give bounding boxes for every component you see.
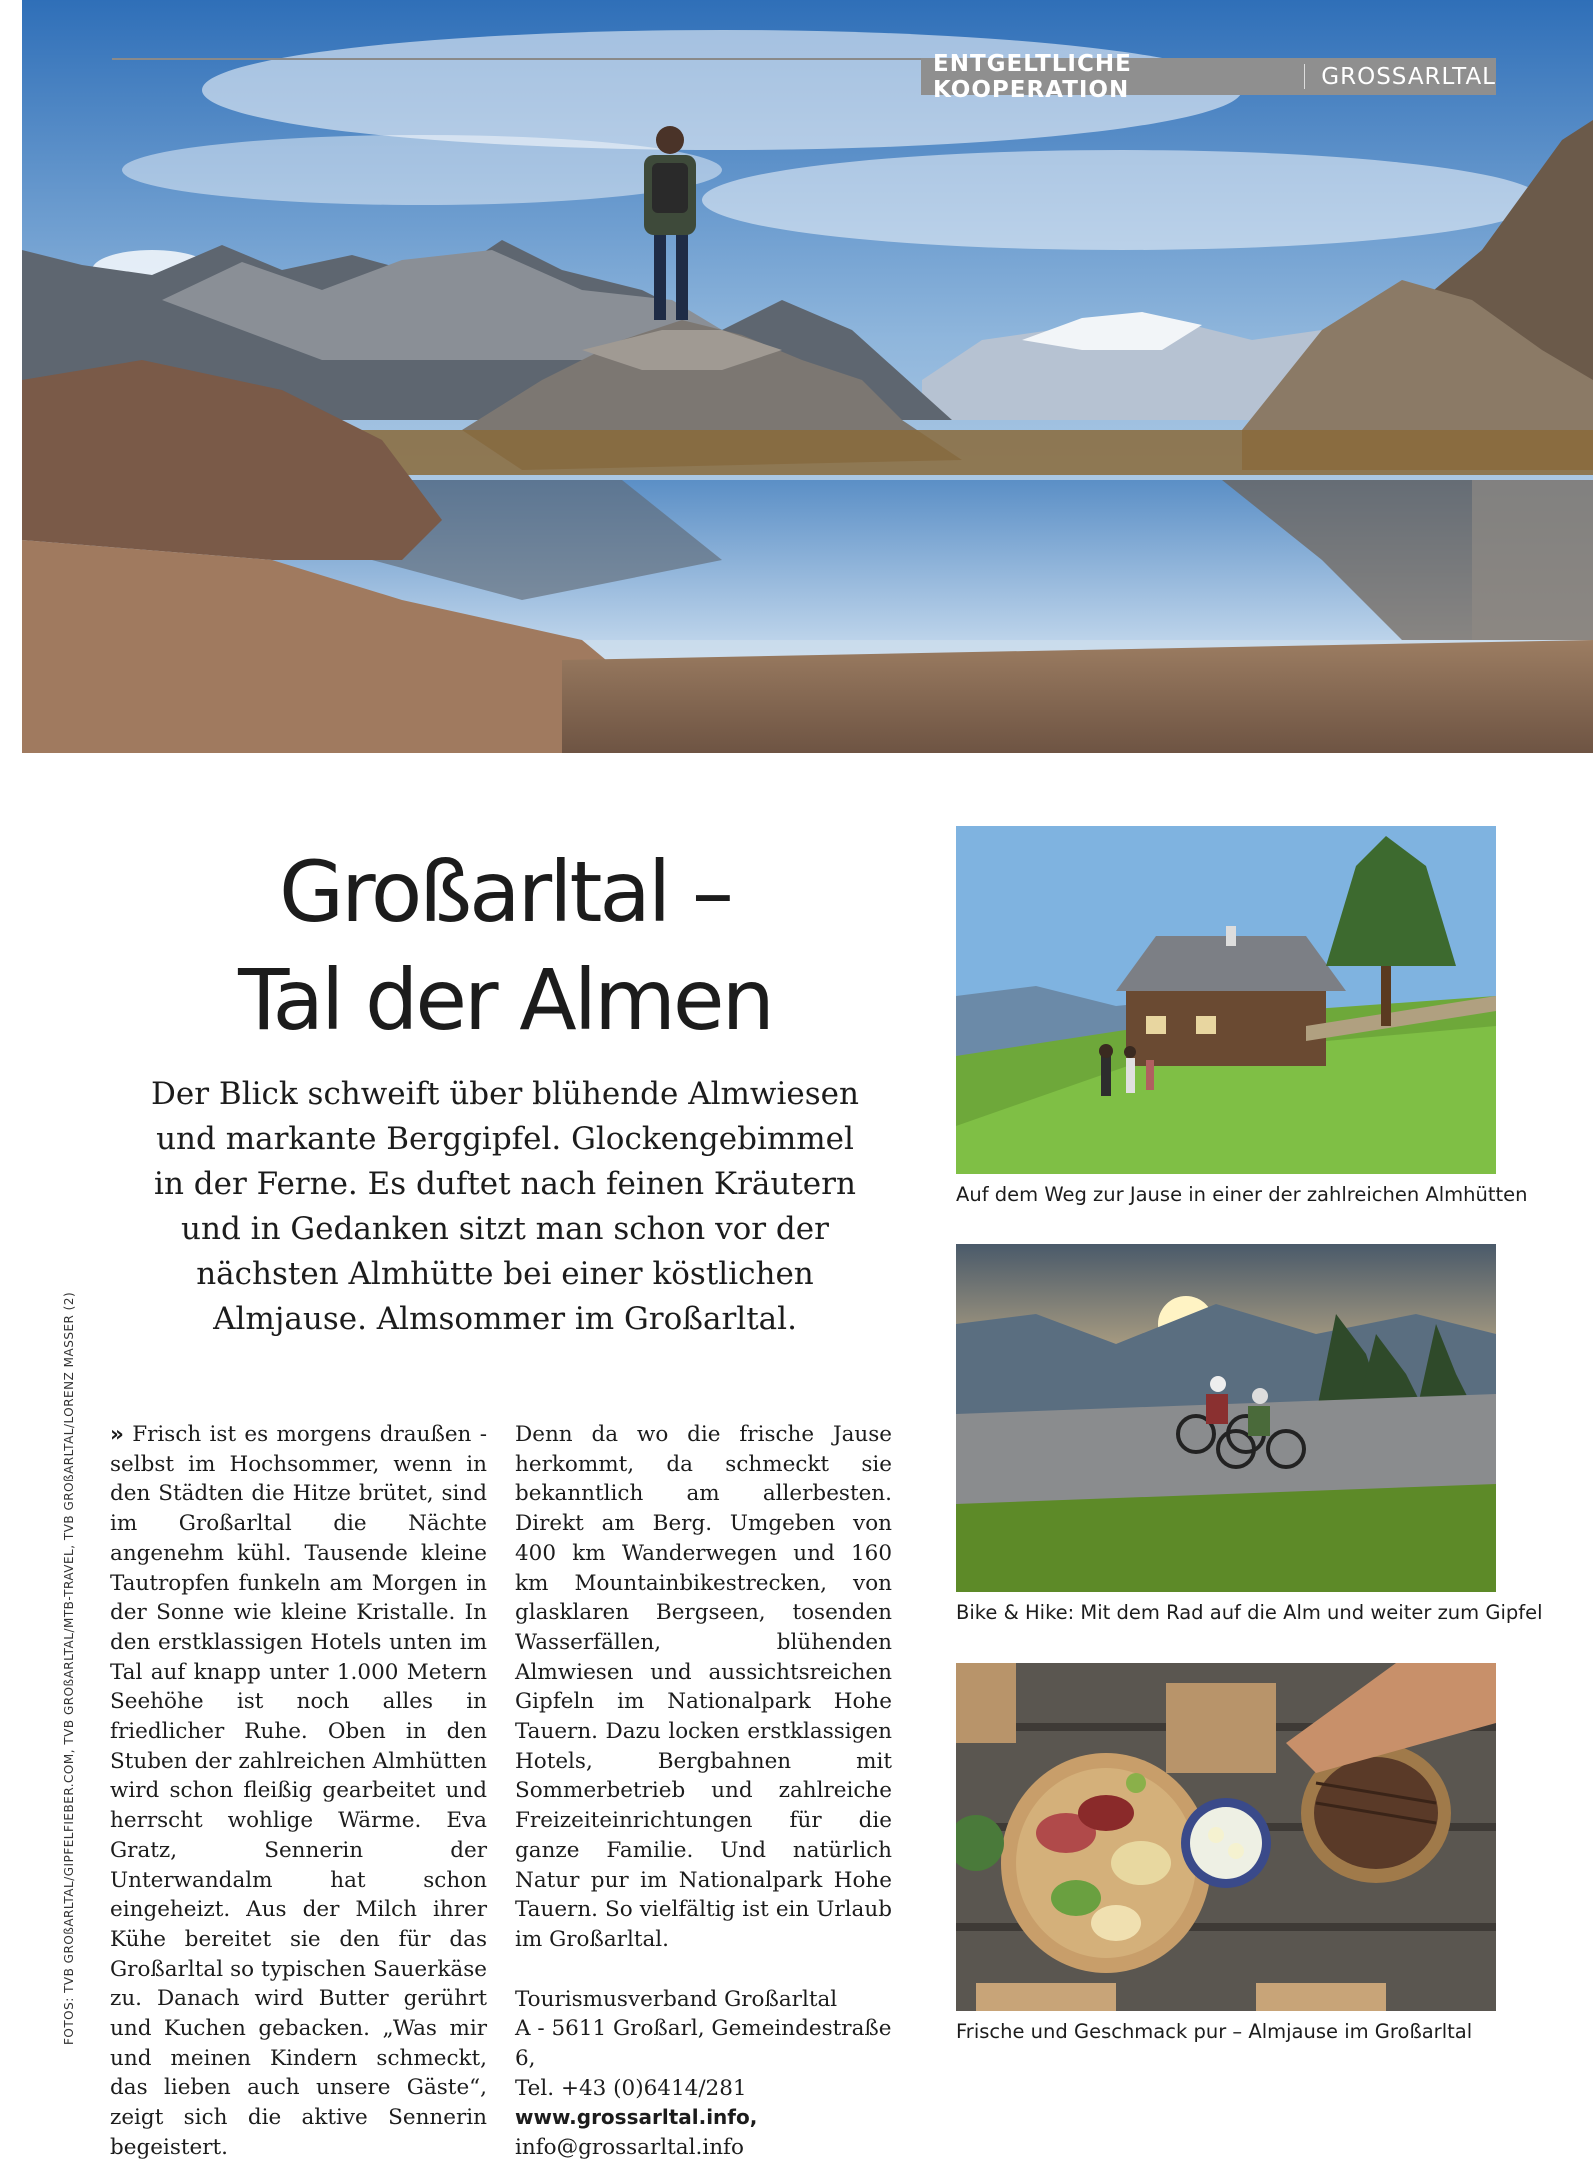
quote-mark: » [110, 1422, 124, 1447]
contact-org: Tourismusverband Großarltal [515, 1986, 838, 2012]
title-line-1: Großarltal – [279, 843, 731, 941]
photo-alpine-hut [956, 826, 1496, 1174]
body-column-1 [110, 1420, 487, 2163]
badge-divider [1304, 64, 1306, 89]
body-paragraph-2: Denn da wo die frische Jause herkommt, da schmeckt sie bekanntlich am allerbesten. Direkt am Berg. Umgeben von 400 km Wanderwegen und 160 km Mountainbikestrecken, von glasklaren Bergseen, tosenden Wasserfällen, blühenden Almwiesen und aussichtsreichen Gipfeln im Nationalpark Hohe Tauern. Dazu locken erstklassigen Hotels, Bergbahnen mit Sommerbetrieb und zahlreiche Freizeiteinrichtungen für die ganze Familie. Und natürlich Natur pur im Nationalpark Hohe Tauern. So vielfältig ist ein Urlaub im Großarltal. [515, 1422, 892, 1952]
contact-website-link[interactable]: www.grossarltal.info, [515, 2105, 758, 2130]
contact-block [515, 1985, 892, 2163]
photo-mountain-bikers [956, 1244, 1496, 1592]
photo-credit: FOTOS: TVB GROßARLTAL/GIPFELFIEBER.COM, TVB GROßARLTAL/MTB-TRAVEL, TVB GROßARLTAL/LORENZ MASSER (2) [62, 1291, 76, 2045]
body-paragraph-1 [110, 1420, 487, 2163]
photo-snack-platter [956, 1663, 1496, 2011]
photo-caption-1: Auf dem Weg zur Jause in einer der zahlreichen Almhütten [956, 1183, 1528, 1206]
lead-paragraph: Der Blick schweift über blühende Almwiesen und markante Berggipfel. Glockengebimmel in der Ferne. Es duftet nach feinen Kräutern und in Gedanken sitzt man schon vor der nächsten Almhütte bei einer köstlichen Almjause. Almsommer im Großarltal. [151, 1076, 859, 1337]
mountain-lake-hiker-photo [22, 0, 1593, 753]
contact-address: A - 5611 Großarl, Gemeindestraße 6, [515, 2016, 892, 2072]
sponsored-badge [921, 50, 1496, 103]
photo-caption-3: Frische und Geschmack pur – Almjause im Großarltal [956, 2020, 1473, 2043]
alpine-snack-platter-photo [956, 1663, 1496, 2011]
hero-photo [22, 0, 1593, 753]
region-label: GROSSARLTAL [1321, 63, 1496, 90]
alpine-hut-hikers-photo [956, 826, 1496, 1174]
photo-caption-2: Bike & Hike: Mit dem Rad auf die Alm und weiter zum Gipfel [956, 1601, 1543, 1624]
contact-phone: Tel. +43 (0)6414/281 [515, 2075, 747, 2101]
kicker-label: ENTGELTLICHE KOOPERATION [933, 50, 1132, 103]
contact-email-link[interactable]: info@grossarltal.info [515, 2135, 744, 2161]
body-text-1: Frisch ist es morgens draußen - selbst im Hochsommer, wenn in den Städten die Hitze brütet, sind im Großarltal die Nächte angenehm kühl. Tausende kleine Tautropfen funkeln am Morgen in der Sonne wie kleine Kristalle. In den erstklassigen Hotels unten im Tal auf knapp unter 1.000 Metern Seehöhe ist noch alles in friedlicher Ruhe. Oben in den Stuben der zahlreichen Almhütten wird schon fleißig gearbeitet und herrscht wohlige Wärme. Eva Gratz, Sennerin der Unterwandalm hat schon eingeheizt. Aus der Milch ihrer Kühe bereitet sie den für das Großarltal so typischen Sauerkäse zu. Danach wird Butter gerührt und Kuchen gebacken. „Was mir und meinen Kindern schmeckt, das lieben auch unsere Gäste“, zeigt sich die aktive Sennerin begeistert. [110, 1422, 487, 2160]
body-column-2 [515, 1420, 892, 2163]
title-line-2: Tal der Almen [238, 951, 772, 1049]
header-rule [112, 58, 928, 60]
page-title [140, 838, 870, 1054]
mountain-bikers-sunset-photo [956, 1244, 1496, 1592]
